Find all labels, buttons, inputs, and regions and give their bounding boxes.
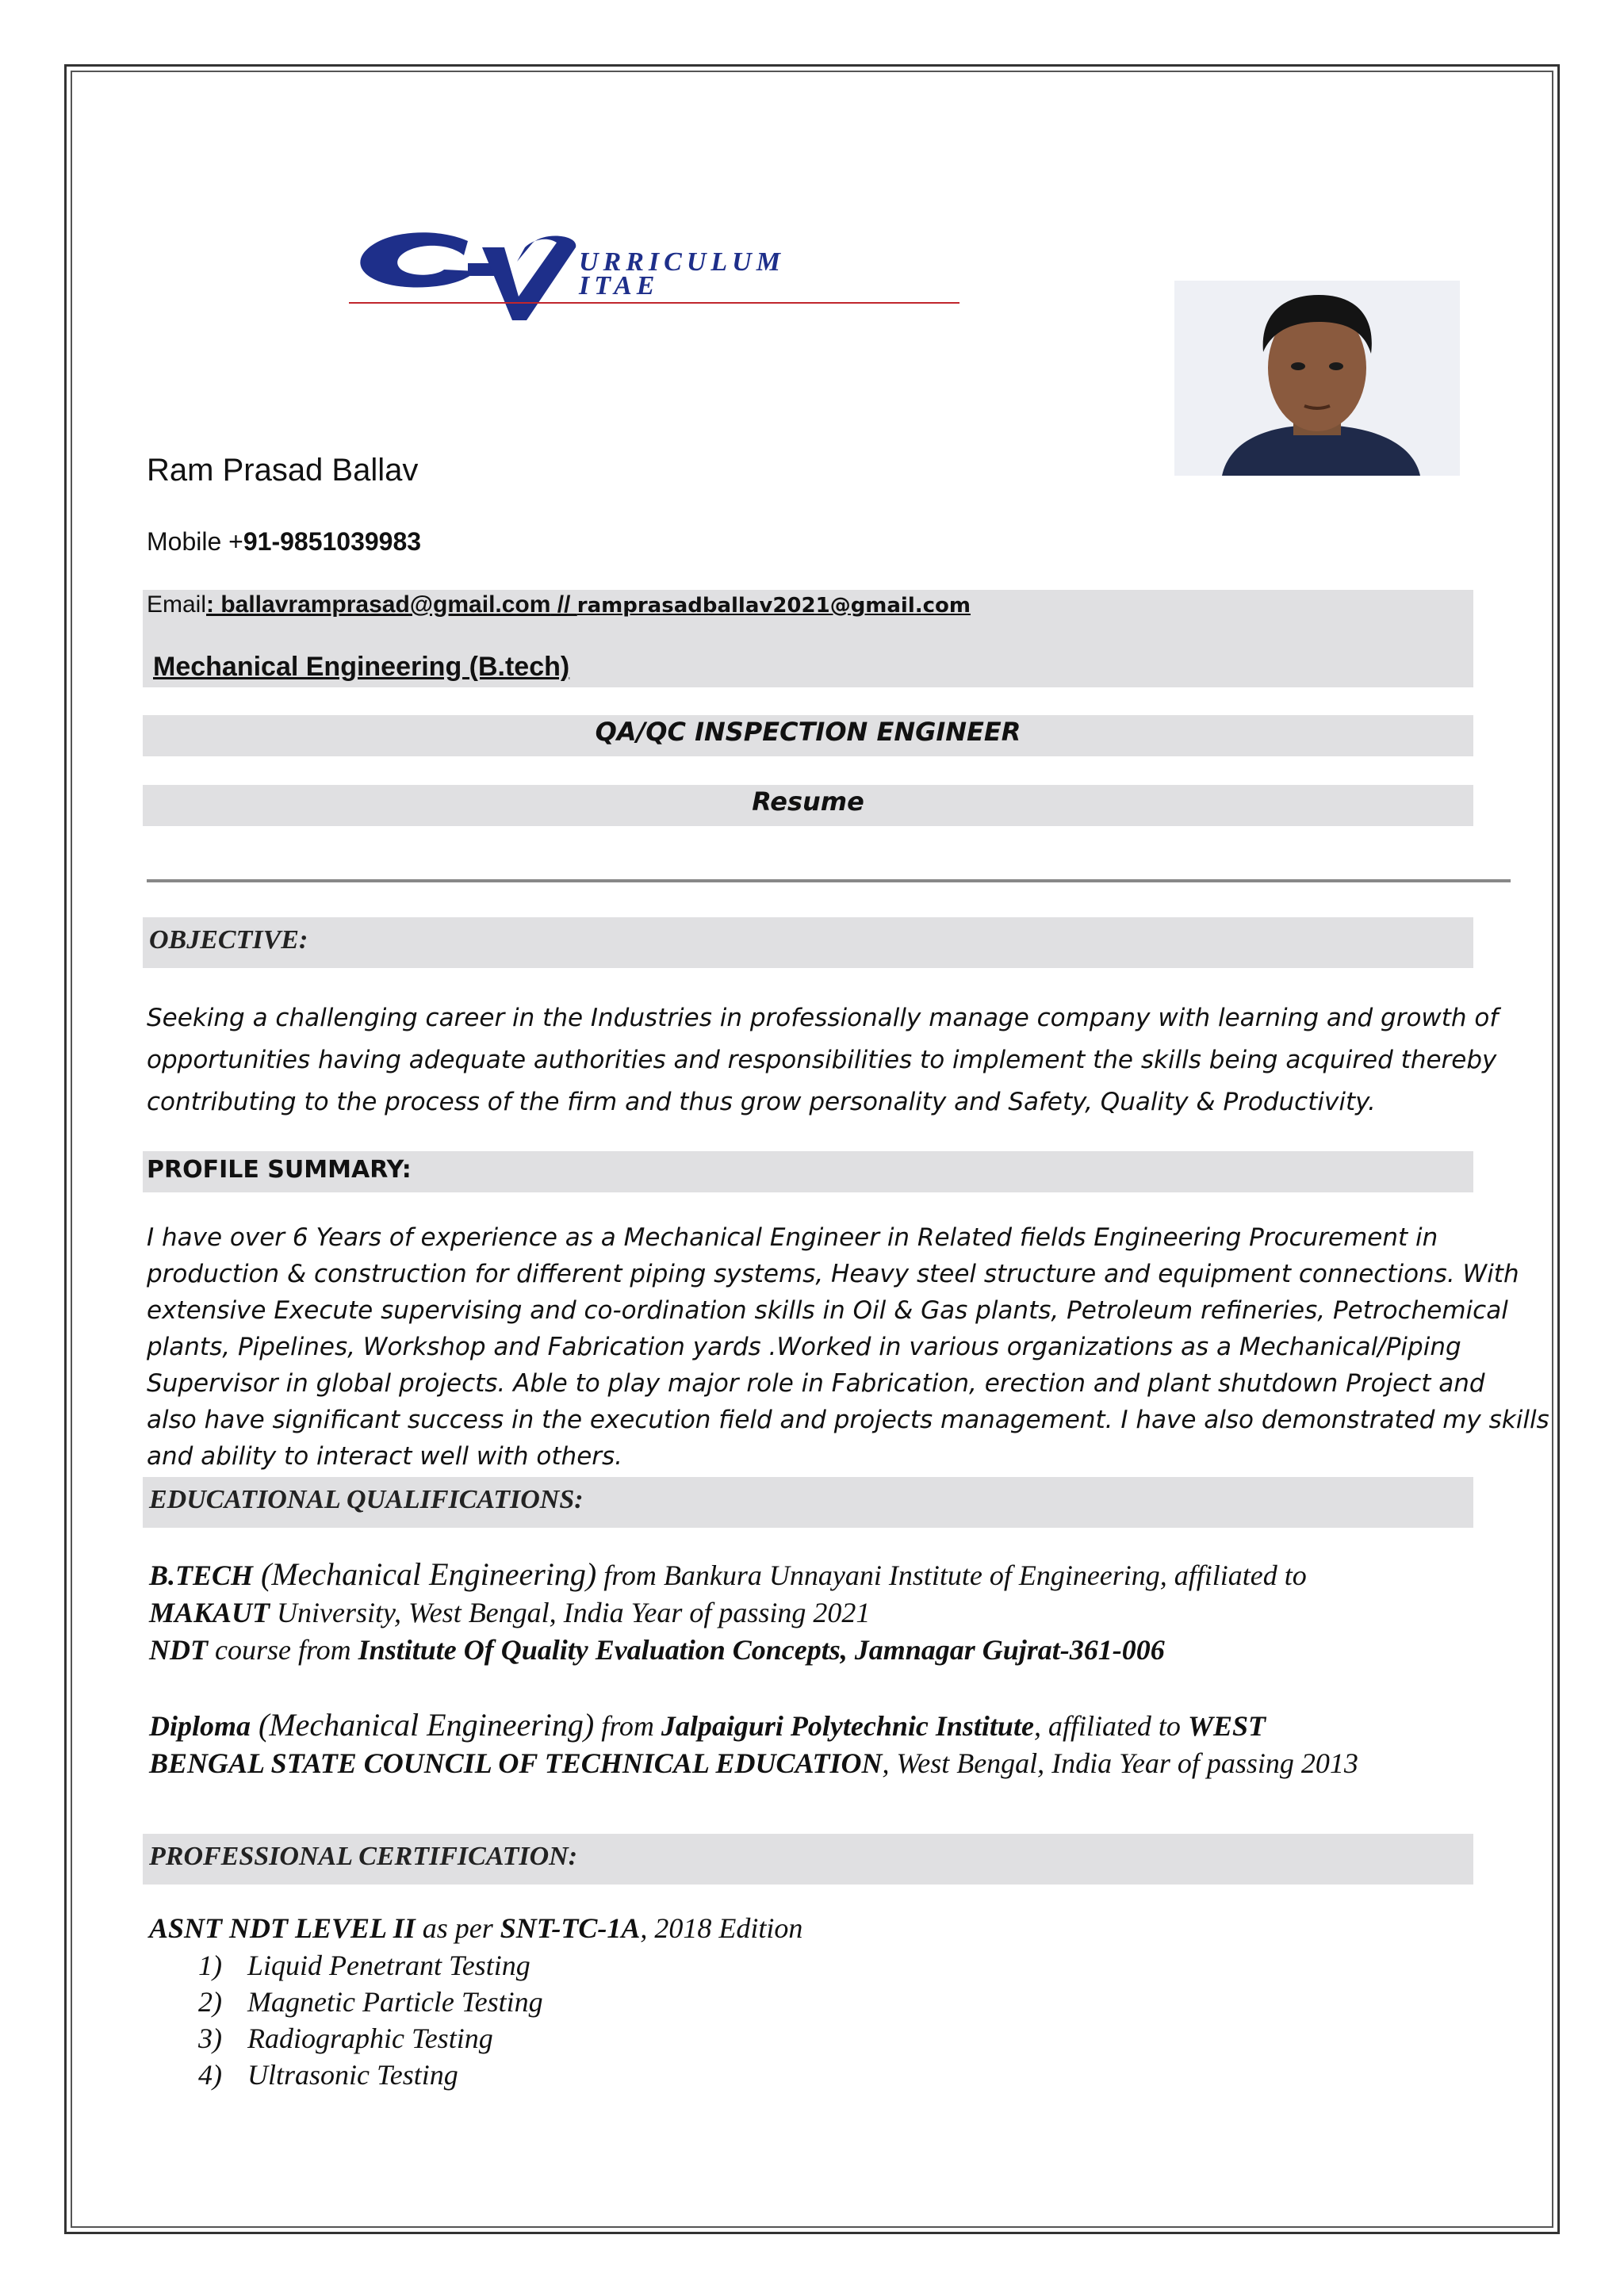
diploma-detail: , West Bengal, India Year of passing 2013 <box>882 1747 1358 1779</box>
profile-line: plants, Pipelines, Workshop and Fabrication yards .Worked in various organizations as a Mechanical/Piping <box>147 1333 1461 1361</box>
email-line <box>147 591 971 618</box>
btech-institute: from Bankura Unnayani Institute of Engineering, affiliated to <box>596 1559 1307 1591</box>
logo-text-urriculum: URRICULUM <box>579 247 785 277</box>
objective-text <box>147 997 1498 1123</box>
diploma-board-start: WEST <box>1187 1710 1266 1742</box>
profile-line: and ability to interact well with others. <box>147 1442 623 1471</box>
diploma-board-line <box>149 1745 1358 1782</box>
profile-line: Supervisor in global projects. Able to play major role in Fabrication, erection and plant shutdown Project and <box>147 1369 1485 1398</box>
ndt-institute: Institute Of Quality Evaluation Concepts, Jamnagar Gujrat-361-006 <box>358 1634 1165 1666</box>
list-number: 1) <box>198 1950 222 1981</box>
asnt-connector: as per <box>415 1912 500 1944</box>
asnt-line <box>149 1910 802 1946</box>
diploma-line <box>149 1706 1358 1745</box>
diploma-affiliated: , affiliated to <box>1033 1710 1188 1742</box>
objective-band <box>143 917 1473 968</box>
objective-line: opportunities having adequate authorities and responsibilities to implement the skills being acquired thereby <box>147 1046 1497 1074</box>
list-text: Liquid Penetrant Testing <box>247 1950 530 1981</box>
diploma-from: from <box>594 1710 661 1742</box>
asnt-edition: , 2018 Edition <box>640 1912 803 1944</box>
section-divider <box>147 879 1511 882</box>
makaut-label: MAKAUT <box>149 1597 270 1628</box>
list-text: Magnetic Particle Testing <box>247 1986 543 2018</box>
diploma-branch: (Mechanical Engineering) <box>251 1707 595 1743</box>
profile-text <box>147 1219 1549 1475</box>
list-number: 3) <box>198 2022 222 2054</box>
ndt-connector: course from <box>208 1634 358 1666</box>
diploma-board: BENGAL STATE COUNCIL OF TECHNICAL EDUCATION <box>149 1747 883 1779</box>
profile-photo <box>1174 281 1460 476</box>
mobile-number[interactable]: 91-9851039983 <box>243 527 422 556</box>
mobile-line <box>147 527 421 557</box>
list-number: 2) <box>198 1986 222 2018</box>
btech-line <box>149 1556 1307 1594</box>
btech-label: B.TECH <box>149 1559 254 1591</box>
btech-branch: (Mechanical Engineering) <box>253 1556 597 1592</box>
objective-heading: OBJECTIVE: <box>149 925 308 955</box>
job-title: QA/QC INSPECTION ENGINEER <box>595 717 1021 747</box>
objective-line: contributing to the process of the firm and thus grow personality and Safety, Quality & Productivity. <box>147 1088 1376 1116</box>
ndt-course-line <box>149 1632 1307 1669</box>
list-number: 4) <box>198 2059 222 2091</box>
makaut-detail: University, West Bengal, India Year of passing 2021 <box>270 1597 871 1628</box>
diploma-institute: Jalpaiguri Polytechnic Institute <box>661 1710 1034 1742</box>
logo-text-itae: ITAE <box>579 271 660 300</box>
diploma-label: Diploma <box>149 1710 251 1742</box>
list-text: Ultrasonic Testing <box>247 2059 458 2091</box>
email-primary-link[interactable]: : ballavramprasad@gmail.com <box>206 591 551 618</box>
education-text <box>149 1556 1307 1669</box>
profile-heading: PROFILE SUMMARY: <box>147 1156 412 1184</box>
ndt-label: NDT <box>149 1634 208 1666</box>
certification-heading: PROFESSIONAL CERTIFICATION: <box>149 1842 578 1871</box>
mobile-label: Mobile + <box>147 527 243 556</box>
email-label: Email <box>147 591 207 618</box>
curriculum-vitae-logo <box>349 224 959 325</box>
list-text: Radiographic Testing <box>247 2022 493 2054</box>
candidate-name: Ram Prasad Ballav <box>147 453 419 488</box>
email-separator: // <box>550 591 577 618</box>
makaut-line <box>149 1594 1307 1632</box>
diploma-text <box>149 1706 1358 1782</box>
degree-heading: Mechanical Engineering (B.tech) <box>153 652 570 682</box>
asnt-level: ASNT NDT LEVEL II <box>149 1912 416 1944</box>
profile-line: also have significant success in the execution field and projects management. I have also demonstrated my skills <box>147 1406 1549 1434</box>
resume-label: Resume <box>752 786 864 817</box>
education-heading: EDUCATIONAL QUALIFICATIONS: <box>149 1485 584 1514</box>
profile-line: extensive Execute supervising and co-ordination skills in Oil & Gas plants, Petroleum refineries, Petrochemical <box>147 1296 1508 1325</box>
objective-line: Seeking a challenging career in the Industries in professionally manage company with learning and growth of <box>147 1004 1499 1032</box>
asnt-standard: SNT-TC-1A <box>500 1912 641 1944</box>
profile-line: production & construction for different piping systems, Heavy steel structure and equipment connections. With <box>147 1260 1519 1288</box>
profile-line: I have over 6 Years of experience as a Mechanical Engineer in Related fields Engineering Procurement in <box>147 1223 1438 1252</box>
email-secondary-link[interactable]: ramprasadballav2021@gmail.com <box>576 594 971 618</box>
